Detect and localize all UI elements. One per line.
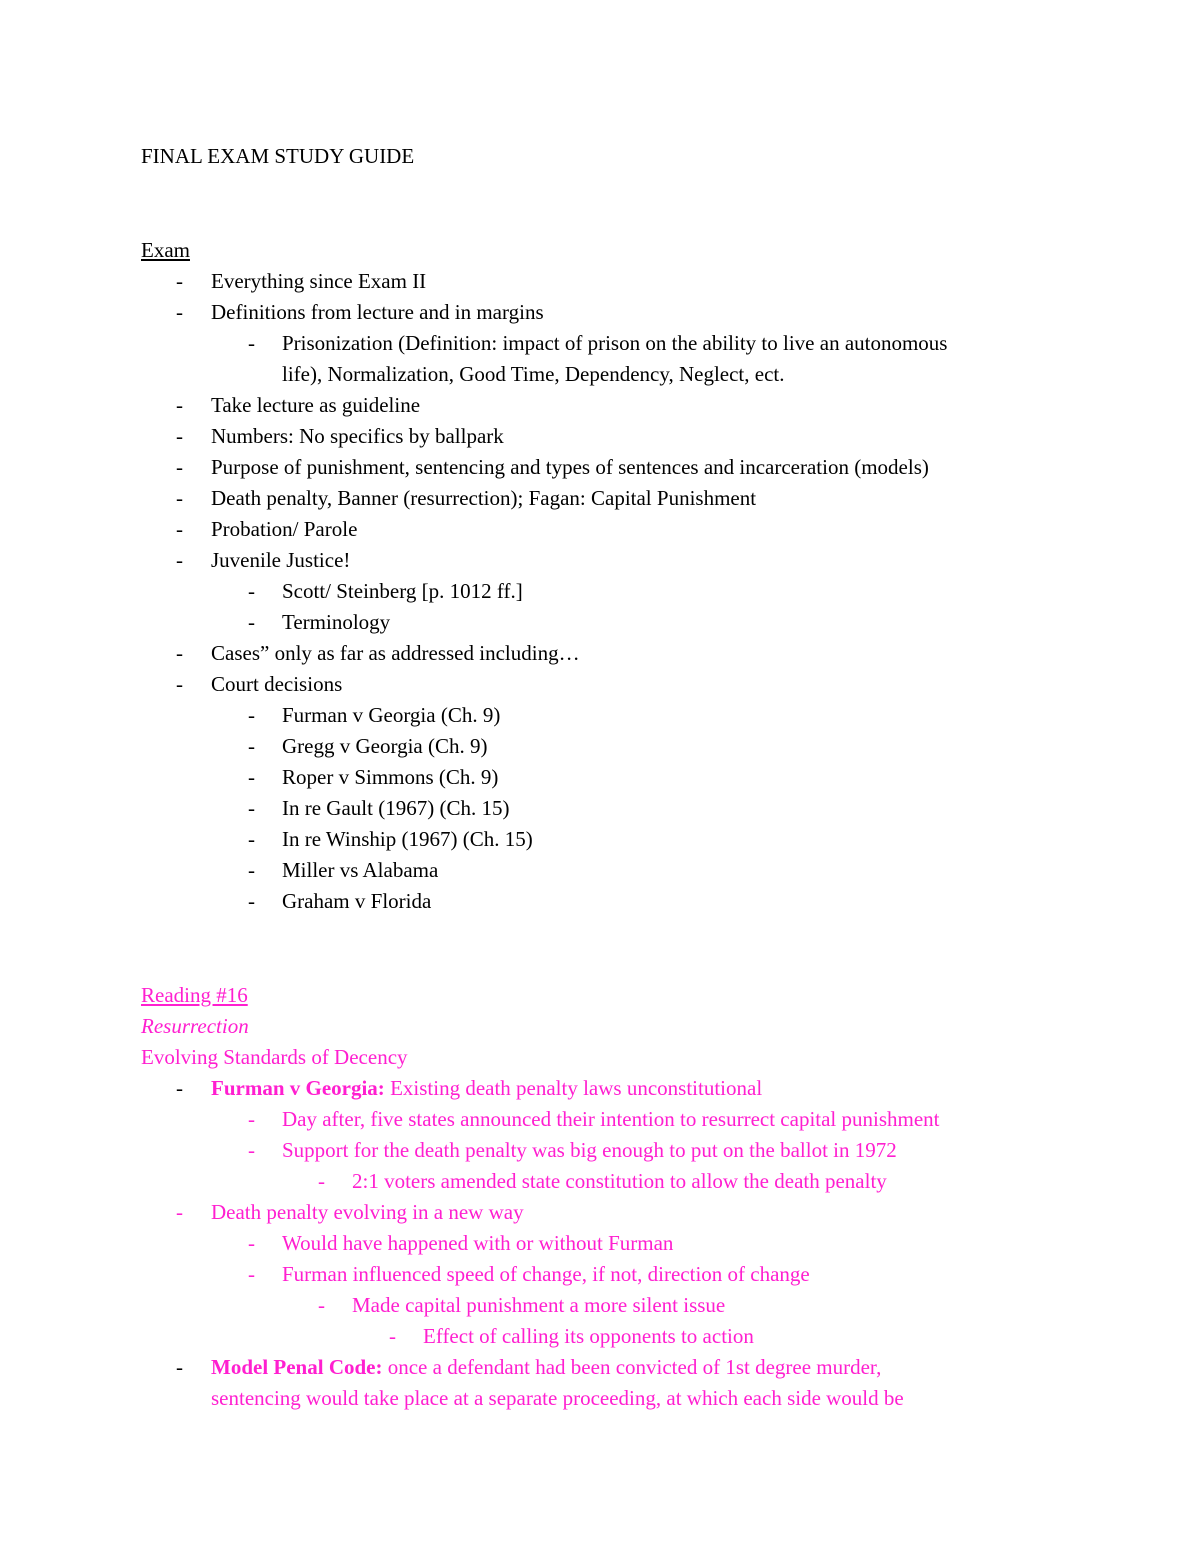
- bullet-dash: -: [248, 1231, 255, 1255]
- list-item-text: Cases” only as far as addressed including…: [211, 641, 580, 665]
- bullet-dash: -: [176, 269, 183, 293]
- section-heading: Evolving Standards of Decency: [141, 1045, 408, 1069]
- reading-subtitle: Resurrection: [141, 1014, 249, 1038]
- term-definition: once a defendant had been convicted of 1st degree murder,: [382, 1355, 882, 1379]
- bullet-dash: -: [248, 610, 255, 634]
- bullet-dash: -: [248, 331, 255, 355]
- list-item-continuation: life), Normalization, Good Time, Dependency, Neglect, ect.: [282, 362, 785, 386]
- bullet-dash: -: [248, 703, 255, 727]
- list-item-text: [211, 1354, 881, 1380]
- list-item-text: Gregg v Georgia (Ch. 9): [282, 734, 488, 758]
- term-name: Model Penal Code:: [211, 1355, 383, 1379]
- list-item-continuation: sentencing would take place at a separate proceeding, at which each side would be: [211, 1386, 904, 1410]
- list-item-text: Terminology: [282, 610, 391, 634]
- list-item-text: In re Gault (1967) (Ch. 15): [282, 796, 510, 820]
- list-item-text: Probation/ Parole: [211, 517, 358, 541]
- list-item-text: Miller vs Alabama: [282, 858, 439, 882]
- bullet-dash: -: [248, 889, 255, 913]
- list-item-text: Made capital punishment a more silent issue: [352, 1293, 726, 1317]
- list-item-text: Day after, five states announced their intention to resurrect capital punishment: [282, 1107, 940, 1131]
- bullet-dash: -: [248, 1138, 255, 1162]
- list-item-text: Court decisions: [211, 672, 343, 696]
- list-item-text: Death penalty, Banner (resurrection); Fagan: Capital Punishment: [211, 486, 757, 510]
- bullet-dash: -: [176, 424, 183, 448]
- list-item-text: Scott/ Steinberg [p. 1012 ff.]: [282, 579, 523, 603]
- list-item-text: Would have happened with or without Furman: [282, 1231, 674, 1255]
- bullet-dash: -: [176, 393, 183, 417]
- bullet-dash: -: [248, 1107, 255, 1131]
- list-item-text: Furman influenced speed of change, if not, direction of change: [282, 1262, 810, 1286]
- list-item-text: In re Winship (1967) (Ch. 15): [282, 827, 533, 851]
- bullet-dash: -: [389, 1324, 396, 1348]
- bullet-dash: -: [176, 517, 183, 541]
- list-item-text: Everything since Exam II: [211, 269, 427, 293]
- bullet-dash: -: [248, 579, 255, 603]
- list-item-text: Take lecture as guideline: [211, 393, 421, 417]
- bullet-dash: -: [248, 796, 255, 820]
- list-item-text: Effect of calling its opponents to action: [423, 1324, 754, 1348]
- list-item-text: Support for the death penalty was big enough to put on the ballot in 1972: [282, 1138, 897, 1162]
- exam-heading: Exam: [141, 238, 190, 262]
- case-summary: Existing death penalty laws unconstitutional: [384, 1076, 763, 1100]
- bullet-dash: -: [248, 734, 255, 758]
- list-item-text: Juvenile Justice!: [211, 548, 351, 572]
- list-item-text: [211, 1075, 762, 1101]
- bullet-dash: -: [248, 858, 255, 882]
- bullet-dash: -: [248, 765, 255, 789]
- bullet-dash: -: [176, 1355, 183, 1379]
- bullet-dash: -: [318, 1293, 325, 1317]
- bullet-dash: -: [248, 1262, 255, 1286]
- bullet-dash: -: [176, 486, 183, 510]
- list-item-text: Prisonization (Definition: impact of prison on the ability to live an autonomous: [282, 331, 948, 355]
- bullet-dash: -: [176, 548, 183, 572]
- list-item-text: Roper v Simmons (Ch. 9): [282, 765, 499, 789]
- list-item-text: Graham v Florida: [282, 889, 432, 913]
- bullet-dash: -: [176, 672, 183, 696]
- list-item-text: Death penalty evolving in a new way: [211, 1200, 524, 1224]
- list-item-text: 2:1 voters amended state constitution to allow the death penalty: [352, 1169, 887, 1193]
- list-item-text: Definitions from lecture and in margins: [211, 300, 544, 324]
- list-item-text: Furman v Georgia (Ch. 9): [282, 703, 501, 727]
- reading-heading: Reading #16: [141, 983, 248, 1007]
- list-item-text: Numbers: No specifics by ballpark: [211, 424, 504, 448]
- bullet-dash: -: [176, 300, 183, 324]
- bullet-dash: -: [318, 1169, 325, 1193]
- case-name: Furman v Georgia:: [211, 1076, 385, 1100]
- bullet-dash: -: [176, 1076, 183, 1100]
- bullet-dash: -: [176, 455, 183, 479]
- document-title: FINAL EXAM STUDY GUIDE: [141, 144, 415, 168]
- bullet-dash: -: [248, 827, 255, 851]
- bullet-dash: -: [176, 641, 183, 665]
- bullet-dash: -: [176, 1200, 183, 1224]
- list-item-text: Purpose of punishment, sentencing and types of sentences and incarceration (models): [211, 455, 929, 479]
